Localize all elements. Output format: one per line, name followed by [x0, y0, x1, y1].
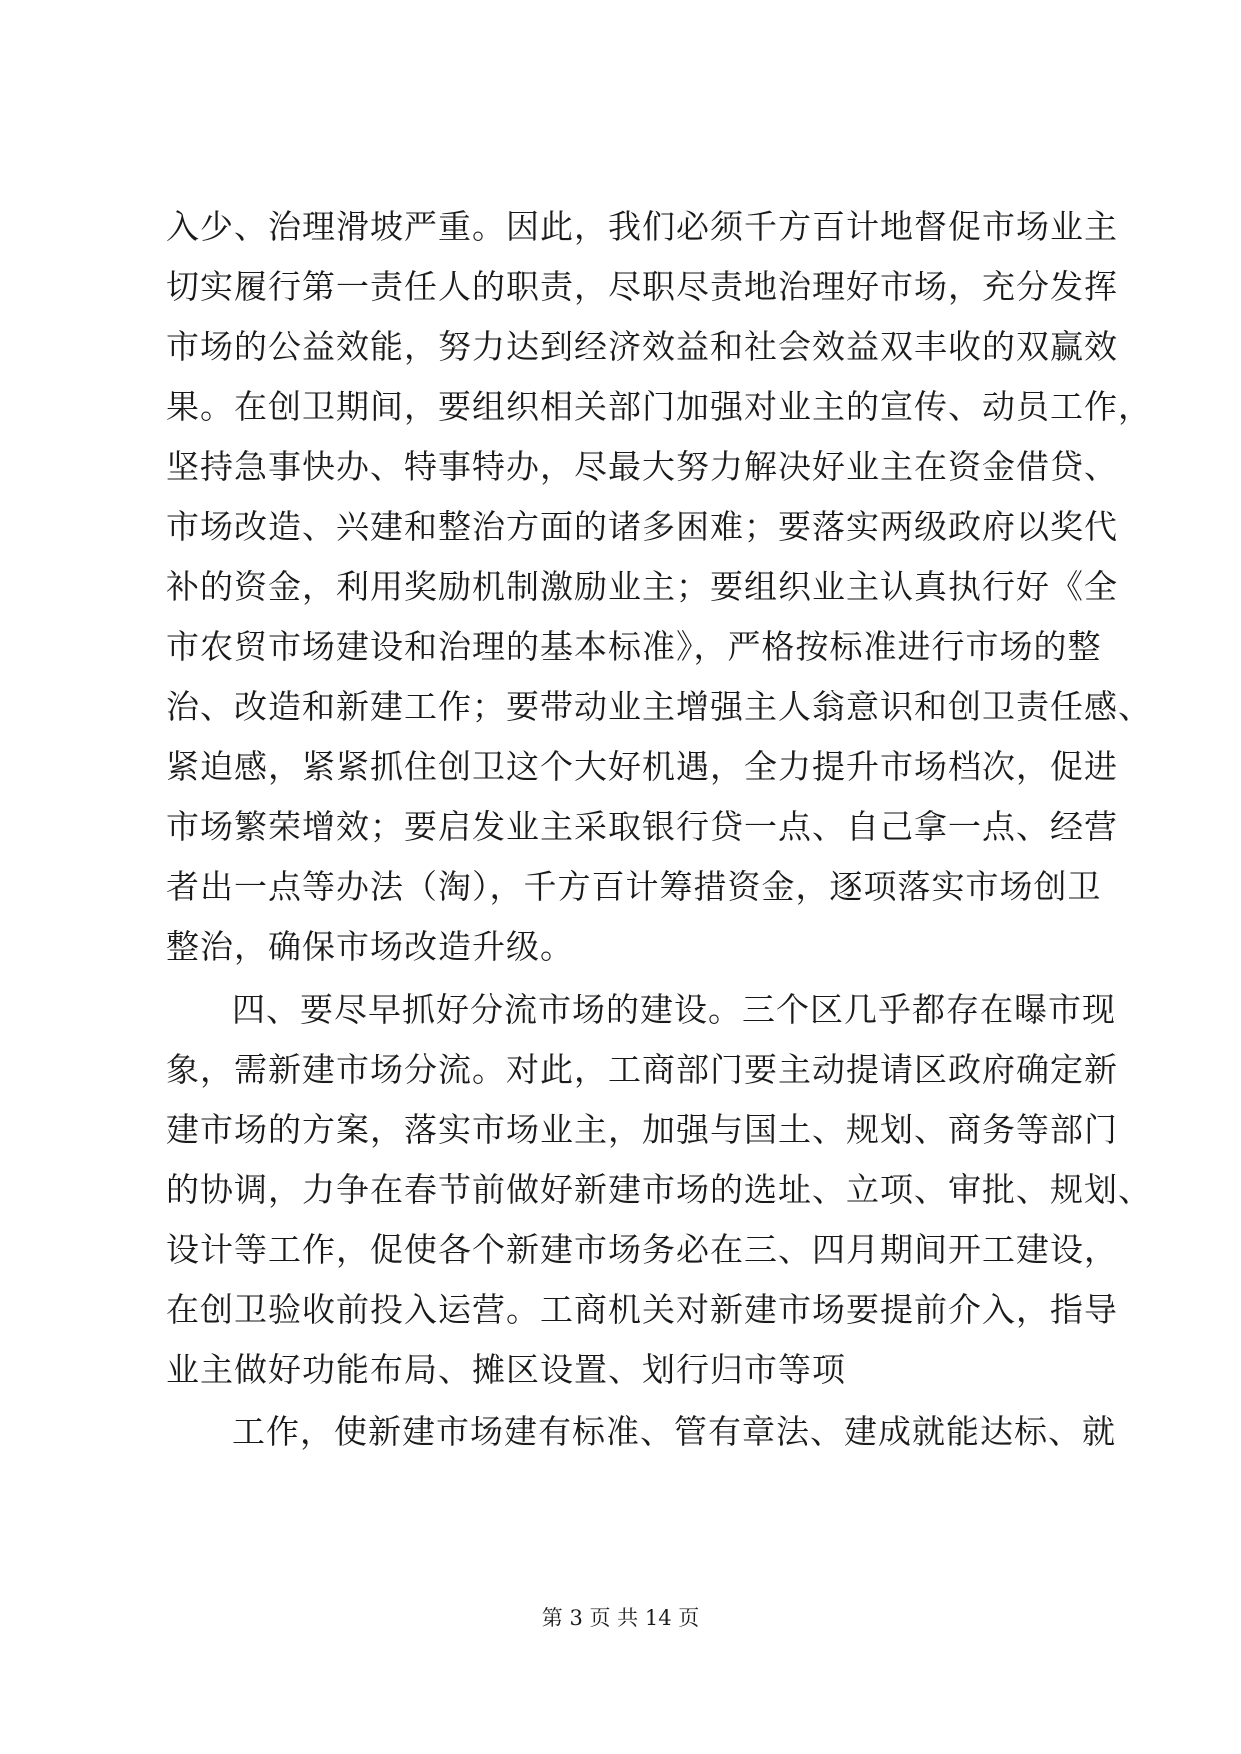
text-line: 设计等工作，促使各个新建市场务必在三、四月期间开工建设， [166, 1230, 1118, 1269]
text-line: 的协调，力争在春节前做好新建市场的选址、立项、审批、规划、 [166, 1170, 1152, 1209]
text-line: 建市场的方案，落实市场业主，加强与国土、规划、商务等部门 [166, 1110, 1118, 1149]
text-line: 入少、治理滑坡严重。因此，我们必须千方百计地督促市场业主 [166, 207, 1118, 246]
text-line: 果。在创卫期间，要组织相关部门加强对业主的宣传、动员工作， [166, 387, 1152, 426]
text-line: 者出一点等办法（淘），千方百计筹措资金，逐项落实市场创卫 [166, 867, 1102, 906]
page-footer: 第 3 页 共 14 页 [541, 1606, 700, 1630]
text-line: 坚持急事快办、特事特办，尽最大努力解决好业主在资金借贷、 [166, 447, 1118, 486]
text-line: 市场的公益效能，努力达到经济效益和社会效益双丰收的双赢效 [166, 327, 1118, 366]
text-line: 市场繁荣增效；要启发业主采取银行贷一点、自己拿一点、经营 [166, 807, 1118, 846]
paragraph-first-line: 工作，使新建市场建有标准、管有章法、建成就能达标、就 [232, 1412, 1116, 1451]
text-line: 治、改造和新建工作；要带动业主增强主人翁意识和创卫责任感、 [166, 687, 1152, 726]
text-line: 市农贸市场建设和治理的基本标准》，严格按标准进行市场的整 [166, 627, 1102, 666]
text-line: 补的资金，利用奖励机制激励业主；要组织业主认真执行好《全 [166, 567, 1118, 606]
text-line: 切实履行第一责任人的职责，尽职尽责地治理好市场，充分发挥 [166, 267, 1118, 306]
paragraph-first-line: 四、要尽早抓好分流市场的建设。三个区几乎都存在曝市现 [232, 990, 1116, 1029]
text-line: 紧迫感，紧紧抓住创卫这个大好机遇，全力提升市场档次，促进 [166, 747, 1118, 786]
text-line: 象，需新建市场分流。对此，工商部门要主动提请区政府确定新 [166, 1050, 1118, 1089]
text-line: 业主做好功能布局、摊区设置、划行归市等项 [166, 1350, 846, 1389]
text-line: 市场改造、兴建和整治方面的诸多困难；要落实两级政府以奖代 [166, 507, 1118, 546]
text-line: 整治，确保市场改造升级。 [166, 927, 574, 966]
text-line: 在创卫验收前投入运营。工商机关对新建市场要提前介入，指导 [166, 1290, 1118, 1329]
